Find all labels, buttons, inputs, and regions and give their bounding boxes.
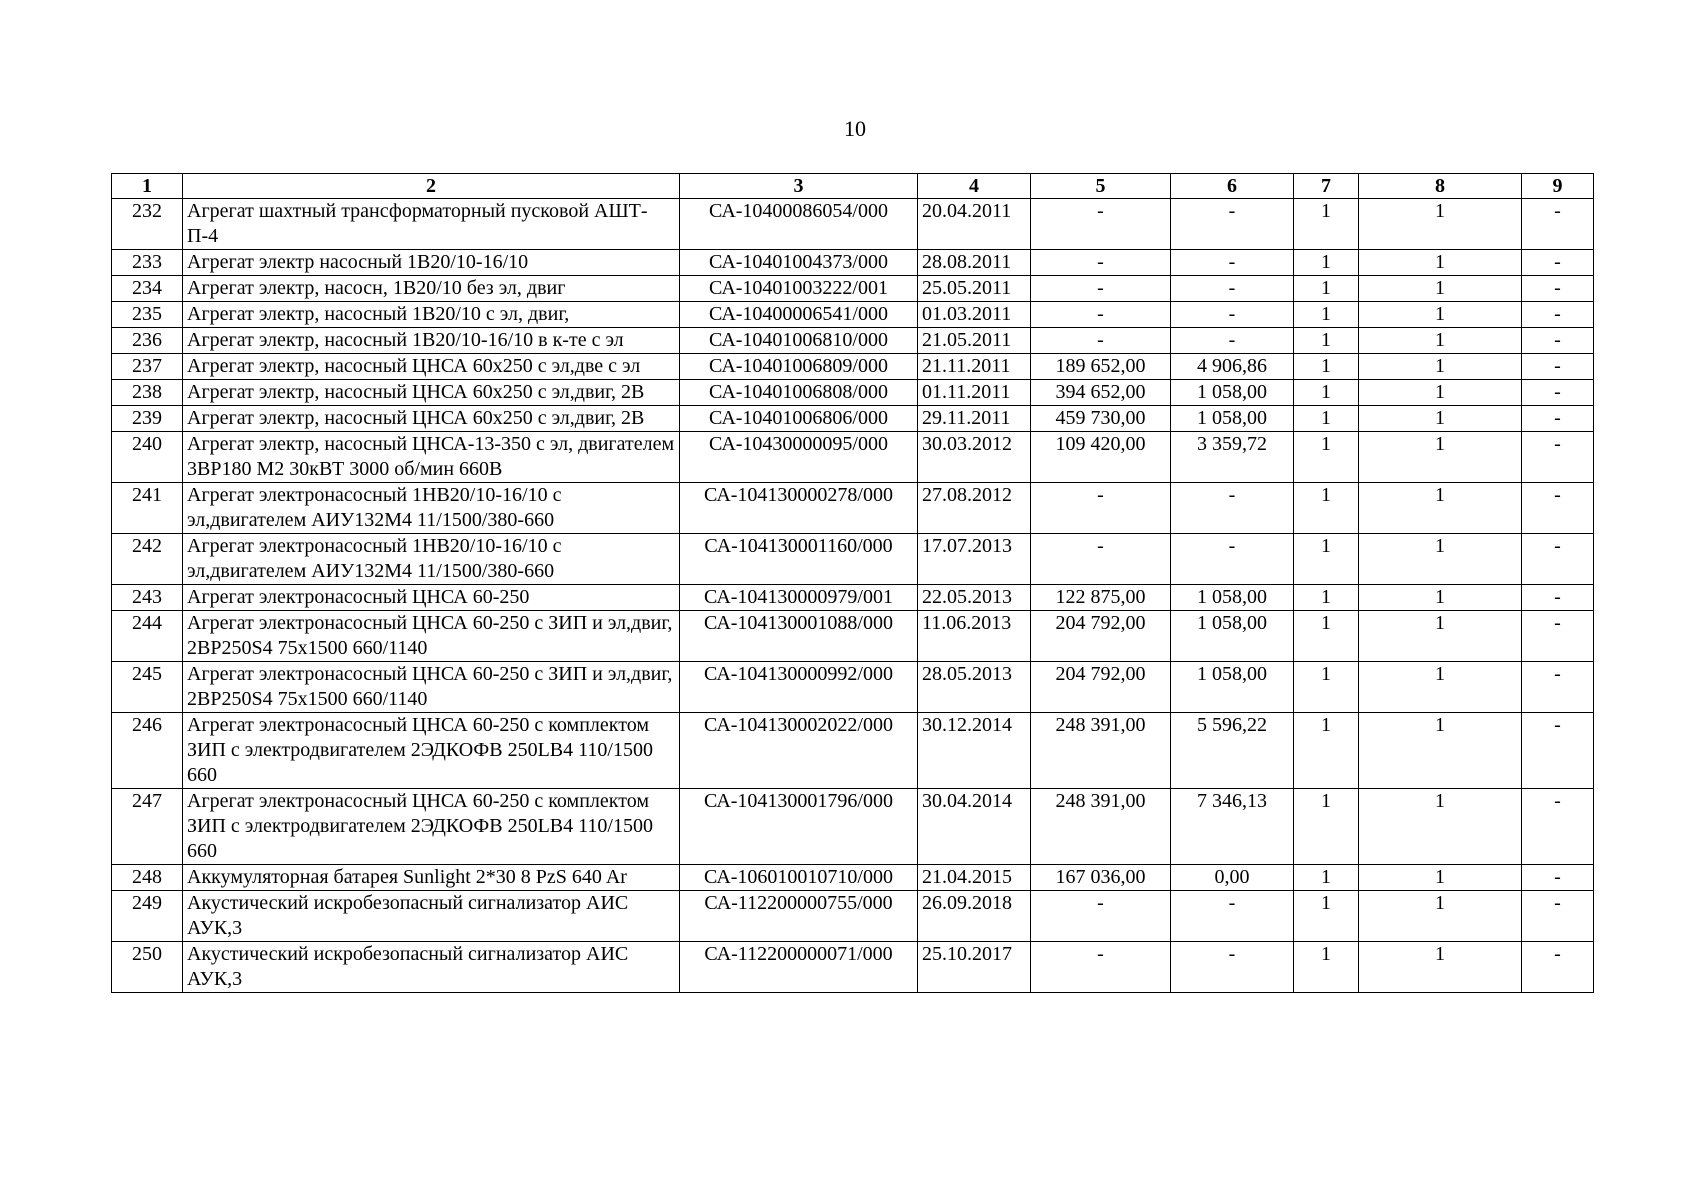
item-name-cell: Агрегат электронасосный 1НВ20/10-16/10 с эл,двигателем АИУ132М4 11/1500/380-660	[183, 483, 680, 534]
quantity-cell: 1	[1294, 406, 1359, 432]
quantity-cell: 1	[1294, 432, 1359, 483]
count-cell: 1	[1359, 406, 1522, 432]
row-number-cell: 241	[112, 483, 183, 534]
residual-value-cell: 4 906,86	[1171, 354, 1294, 380]
note-cell: -	[1522, 865, 1594, 891]
table-row	[112, 302, 1594, 328]
column-header: 9	[1522, 174, 1594, 199]
cost-cell: 459 730,00	[1031, 406, 1171, 432]
inventory-code-cell: СА-104130000278/000	[680, 483, 918, 534]
note-cell: -	[1522, 789, 1594, 865]
count-cell: 1	[1359, 534, 1522, 585]
item-name-cell: Агрегат электр, насосный ЦНСА 60х250 с эл,две с эл	[183, 354, 680, 380]
inventory-code-cell: СА-106010010710/000	[680, 865, 918, 891]
note-cell: -	[1522, 199, 1594, 250]
count-cell: 1	[1359, 789, 1522, 865]
date-cell: 28.05.2013	[918, 662, 1031, 713]
row-number-cell: 247	[112, 789, 183, 865]
inventory-code-cell: СА-10400086054/000	[680, 199, 918, 250]
column-header: 1	[112, 174, 183, 199]
inventory-code-cell: СА-104130000979/001	[680, 585, 918, 611]
cost-cell: -	[1031, 199, 1171, 250]
note-cell: -	[1522, 713, 1594, 789]
cost-cell: 248 391,00	[1031, 789, 1171, 865]
row-number-cell: 238	[112, 380, 183, 406]
note-cell: -	[1522, 611, 1594, 662]
residual-value-cell: -	[1171, 276, 1294, 302]
inventory-code-cell: СА-112200000071/000	[680, 942, 918, 993]
date-cell: 25.05.2011	[918, 276, 1031, 302]
count-cell: 1	[1359, 328, 1522, 354]
residual-value-cell: -	[1171, 483, 1294, 534]
cost-cell: -	[1031, 483, 1171, 534]
note-cell: -	[1522, 432, 1594, 483]
date-cell: 21.05.2011	[918, 328, 1031, 354]
row-number-cell: 250	[112, 942, 183, 993]
column-header: 8	[1359, 174, 1522, 199]
cost-cell: 122 875,00	[1031, 585, 1171, 611]
inventory-code-cell: СА-10401006810/000	[680, 328, 918, 354]
count-cell: 1	[1359, 432, 1522, 483]
item-name-cell: Агрегат электр, насосный ЦНСА 60х250 с эл,двиг, 2В	[183, 406, 680, 432]
residual-value-cell: -	[1171, 891, 1294, 942]
residual-value-cell: -	[1171, 328, 1294, 354]
column-header: 5	[1031, 174, 1171, 199]
residual-value-cell: -	[1171, 534, 1294, 585]
inventory-code-cell: СА-104130001160/000	[680, 534, 918, 585]
note-cell: -	[1522, 483, 1594, 534]
residual-value-cell: 3 359,72	[1171, 432, 1294, 483]
table-row	[112, 713, 1594, 789]
table-row	[112, 662, 1594, 713]
table-row	[112, 942, 1594, 993]
row-number-cell: 249	[112, 891, 183, 942]
table-row	[112, 865, 1594, 891]
date-cell: 29.11.2011	[918, 406, 1031, 432]
inventory-code-cell: СА-10401004373/000	[680, 250, 918, 276]
date-cell: 26.09.2018	[918, 891, 1031, 942]
item-name-cell: Агрегат электронасосный 1НВ20/10-16/10 с эл,двигателем АИУ132М4 11/1500/380-660	[183, 534, 680, 585]
count-cell: 1	[1359, 380, 1522, 406]
count-cell: 1	[1359, 585, 1522, 611]
date-cell: 01.11.2011	[918, 380, 1031, 406]
cost-cell: -	[1031, 302, 1171, 328]
date-cell: 01.03.2011	[918, 302, 1031, 328]
cost-cell: 394 652,00	[1031, 380, 1171, 406]
table-body	[112, 199, 1594, 993]
quantity-cell: 1	[1294, 276, 1359, 302]
item-name-cell: Агрегат шахтный трансформаторный пусковой АШТ-П-4	[183, 199, 680, 250]
row-number-cell: 239	[112, 406, 183, 432]
quantity-cell: 1	[1294, 662, 1359, 713]
row-number-cell: 244	[112, 611, 183, 662]
inventory-code-cell: СА-10401006809/000	[680, 354, 918, 380]
table-row	[112, 789, 1594, 865]
date-cell: 11.06.2013	[918, 611, 1031, 662]
item-name-cell: Агрегат электр, насосный ЦНСА 60х250 с эл,двиг, 2В	[183, 380, 680, 406]
residual-value-cell: -	[1171, 250, 1294, 276]
cost-cell: 189 652,00	[1031, 354, 1171, 380]
count-cell: 1	[1359, 250, 1522, 276]
column-header: 7	[1294, 174, 1359, 199]
cost-cell: -	[1031, 250, 1171, 276]
residual-value-cell: 1 058,00	[1171, 380, 1294, 406]
item-name-cell: Агрегат электронасосный ЦНСА 60-250 с комплектом ЗИП с электродвигателем 2ЭДКОФВ 250LB4 110/1500 660	[183, 789, 680, 865]
inventory-code-cell: СА-10401006806/000	[680, 406, 918, 432]
count-cell: 1	[1359, 713, 1522, 789]
table-row	[112, 891, 1594, 942]
row-number-cell: 245	[112, 662, 183, 713]
item-name-cell: Акустический искробезопасный сигнализатор АИС АУК,3	[183, 942, 680, 993]
residual-value-cell: -	[1171, 302, 1294, 328]
note-cell: -	[1522, 250, 1594, 276]
table-row	[112, 483, 1594, 534]
quantity-cell: 1	[1294, 789, 1359, 865]
residual-value-cell: -	[1171, 199, 1294, 250]
quantity-cell: 1	[1294, 865, 1359, 891]
residual-value-cell: -	[1171, 942, 1294, 993]
table-row	[112, 199, 1594, 250]
row-number-cell: 232	[112, 199, 183, 250]
item-name-cell: Агрегат электронасосный ЦНСА 60-250	[183, 585, 680, 611]
table-row	[112, 354, 1594, 380]
residual-value-cell: 1 058,00	[1171, 662, 1294, 713]
cost-cell: 167 036,00	[1031, 865, 1171, 891]
column-header: 6	[1171, 174, 1294, 199]
note-cell: -	[1522, 942, 1594, 993]
column-header: 3	[680, 174, 918, 199]
quantity-cell: 1	[1294, 611, 1359, 662]
inventory-code-cell: СА-10430000095/000	[680, 432, 918, 483]
inventory-code-cell: СА-104130002022/000	[680, 713, 918, 789]
date-cell: 27.08.2012	[918, 483, 1031, 534]
count-cell: 1	[1359, 865, 1522, 891]
column-header: 2	[183, 174, 680, 199]
table-row	[112, 250, 1594, 276]
cost-cell: 204 792,00	[1031, 662, 1171, 713]
residual-value-cell: 0,00	[1171, 865, 1294, 891]
count-cell: 1	[1359, 891, 1522, 942]
cost-cell: 204 792,00	[1031, 611, 1171, 662]
item-name-cell: Агрегат электронасосный ЦНСА 60-250 с ЗИП и эл,двиг, 2ВР250S4 75х1500 660/1140	[183, 662, 680, 713]
date-cell: 22.05.2013	[918, 585, 1031, 611]
date-cell: 20.04.2011	[918, 199, 1031, 250]
date-cell: 28.08.2011	[918, 250, 1031, 276]
inventory-table	[111, 173, 1594, 993]
residual-value-cell: 5 596,22	[1171, 713, 1294, 789]
item-name-cell: Акустический искробезопасный сигнализатор АИС АУК,3	[183, 891, 680, 942]
row-number-cell: 234	[112, 276, 183, 302]
count-cell: 1	[1359, 276, 1522, 302]
item-name-cell: Агрегат электр, насосный 1В20/10-16/10 в к-те с эл	[183, 328, 680, 354]
row-number-cell: 243	[112, 585, 183, 611]
inventory-code-cell: СА-10400006541/000	[680, 302, 918, 328]
cost-cell: 248 391,00	[1031, 713, 1171, 789]
inventory-code-cell: СА-104130001088/000	[680, 611, 918, 662]
quantity-cell: 1	[1294, 354, 1359, 380]
quantity-cell: 1	[1294, 483, 1359, 534]
date-cell: 21.11.2011	[918, 354, 1031, 380]
item-name-cell: Агрегат электр, насосный ЦНСА-13-350 с эл, двигателем 3ВР180 М2 30кВТ 3000 об/мин 660В	[183, 432, 680, 483]
table-row	[112, 432, 1594, 483]
note-cell: -	[1522, 328, 1594, 354]
item-name-cell: Агрегат электронасосный ЦНСА 60-250 с комплектом ЗИП с электродвигателем 2ЭДКОФВ 250LB4 110/1500 660	[183, 713, 680, 789]
cost-cell: -	[1031, 942, 1171, 993]
row-number-cell: 237	[112, 354, 183, 380]
quantity-cell: 1	[1294, 302, 1359, 328]
table-row	[112, 328, 1594, 354]
inventory-code-cell: СА-104130001796/000	[680, 789, 918, 865]
quantity-cell: 1	[1294, 250, 1359, 276]
note-cell: -	[1522, 534, 1594, 585]
residual-value-cell: 1 058,00	[1171, 611, 1294, 662]
cost-cell: -	[1031, 534, 1171, 585]
note-cell: -	[1522, 380, 1594, 406]
residual-value-cell: 1 058,00	[1171, 585, 1294, 611]
table-row	[112, 380, 1594, 406]
quantity-cell: 1	[1294, 328, 1359, 354]
quantity-cell: 1	[1294, 534, 1359, 585]
count-cell: 1	[1359, 942, 1522, 993]
quantity-cell: 1	[1294, 942, 1359, 993]
row-number-cell: 242	[112, 534, 183, 585]
row-number-cell: 235	[112, 302, 183, 328]
header-row	[112, 174, 1594, 199]
table-row	[112, 276, 1594, 302]
date-cell: 30.12.2014	[918, 713, 1031, 789]
table-row	[112, 534, 1594, 585]
residual-value-cell: 7 346,13	[1171, 789, 1294, 865]
note-cell: -	[1522, 302, 1594, 328]
count-cell: 1	[1359, 662, 1522, 713]
count-cell: 1	[1359, 611, 1522, 662]
cost-cell: -	[1031, 276, 1171, 302]
note-cell: -	[1522, 891, 1594, 942]
count-cell: 1	[1359, 354, 1522, 380]
row-number-cell: 240	[112, 432, 183, 483]
date-cell: 25.10.2017	[918, 942, 1031, 993]
date-cell: 17.07.2013	[918, 534, 1031, 585]
inventory-code-cell: СА-104130000992/000	[680, 662, 918, 713]
date-cell: 30.03.2012	[918, 432, 1031, 483]
residual-value-cell: 1 058,00	[1171, 406, 1294, 432]
column-header: 4	[918, 174, 1031, 199]
page-number: 10	[844, 116, 866, 141]
quantity-cell: 1	[1294, 891, 1359, 942]
count-cell: 1	[1359, 199, 1522, 250]
item-name-cell: Аккумуляторная батарея Sunlight 2*30 8 PzS 640 Ar	[183, 865, 680, 891]
cost-cell: -	[1031, 891, 1171, 942]
item-name-cell: Агрегат электронасосный ЦНСА 60-250 с ЗИП и эл,двиг, 2ВР250S4 75х1500 660/1140	[183, 611, 680, 662]
row-number-cell: 248	[112, 865, 183, 891]
count-cell: 1	[1359, 302, 1522, 328]
date-cell: 21.04.2015	[918, 865, 1031, 891]
item-name-cell: Агрегат электр насосный 1В20/10-16/10	[183, 250, 680, 276]
quantity-cell: 1	[1294, 585, 1359, 611]
inventory-code-cell: СА-112200000755/000	[680, 891, 918, 942]
table-row	[112, 611, 1594, 662]
note-cell: -	[1522, 276, 1594, 302]
row-number-cell: 246	[112, 713, 183, 789]
count-cell: 1	[1359, 483, 1522, 534]
quantity-cell: 1	[1294, 199, 1359, 250]
inventory-code-cell: СА-10401006808/000	[680, 380, 918, 406]
table-row	[112, 406, 1594, 432]
date-cell: 30.04.2014	[918, 789, 1031, 865]
quantity-cell: 1	[1294, 380, 1359, 406]
note-cell: -	[1522, 585, 1594, 611]
row-number-cell: 236	[112, 328, 183, 354]
cost-cell: -	[1031, 328, 1171, 354]
cost-cell: 109 420,00	[1031, 432, 1171, 483]
quantity-cell: 1	[1294, 713, 1359, 789]
note-cell: -	[1522, 354, 1594, 380]
inventory-code-cell: СА-10401003222/001	[680, 276, 918, 302]
item-name-cell: Агрегат электр, насосн, 1В20/10 без эл, двиг	[183, 276, 680, 302]
table-row	[112, 585, 1594, 611]
item-name-cell: Агрегат электр, насосный 1В20/10 с эл, двиг,	[183, 302, 680, 328]
note-cell: -	[1522, 406, 1594, 432]
note-cell: -	[1522, 662, 1594, 713]
row-number-cell: 233	[112, 250, 183, 276]
